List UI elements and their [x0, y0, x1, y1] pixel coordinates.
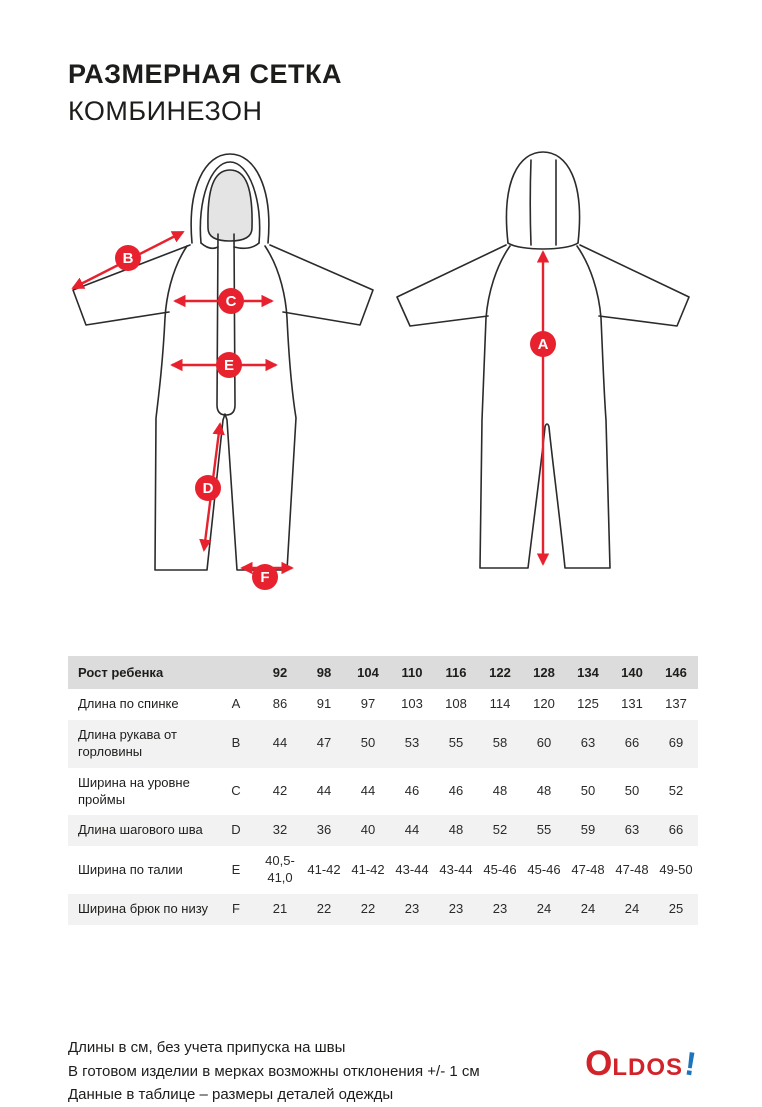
row-value: 125 — [577, 696, 599, 711]
row-value: 41-42 — [307, 861, 341, 877]
footnotes — [68, 1036, 480, 1107]
logo-letters-ldos: LDOS — [612, 1054, 683, 1081]
marker-a — [530, 331, 556, 357]
size-column-header: 134 — [566, 656, 610, 689]
row-value: 23 — [404, 901, 420, 917]
footnote-line: Длины в см, без учета припуска на швы — [68, 1039, 346, 1056]
back-body — [480, 246, 610, 568]
row-label: Длина шагового шва — [78, 822, 203, 838]
row-value: 47-48 — [615, 861, 649, 877]
row-label: Длина рукава от горловины — [78, 726, 177, 759]
table-row — [68, 689, 698, 720]
row-value: 40,5-41,0 — [265, 853, 295, 886]
size-column-header: 104 — [346, 656, 390, 689]
row-value: 24 — [624, 901, 640, 917]
row-value: 22 — [316, 901, 332, 917]
row-value: 43-44 — [395, 861, 429, 877]
page-title-line2: КОМБИНЕЗОН — [68, 96, 263, 126]
marker-d — [195, 475, 221, 501]
table-row — [68, 894, 698, 925]
row-value: 42 — [272, 783, 288, 799]
row-value: 114 — [489, 696, 511, 711]
row-value: 50 — [360, 735, 376, 751]
row-value: 40 — [360, 822, 376, 838]
size-table-wrap — [68, 656, 698, 925]
row-letter: B — [231, 735, 241, 751]
size-table — [68, 656, 698, 925]
table-row — [68, 815, 698, 846]
row-value: 91 — [316, 696, 332, 711]
table-row — [68, 720, 698, 768]
marker-c — [218, 288, 244, 314]
row-value: 47 — [316, 735, 332, 751]
marker-f — [252, 564, 278, 590]
row-label: Ширина на уровне проймы — [78, 774, 190, 807]
row-value: 58 — [492, 735, 508, 751]
row-value: 46 — [404, 783, 420, 799]
row-value: 50 — [580, 783, 596, 799]
row-letter: D — [231, 822, 241, 838]
row-value: 66 — [668, 822, 684, 838]
row-value: 32 — [272, 822, 288, 838]
size-column-header: 140 — [610, 656, 654, 689]
size-table-header-row — [68, 656, 698, 689]
row-value: 44 — [316, 783, 332, 799]
row-value: 59 — [580, 822, 596, 838]
row-value: 86 — [272, 696, 288, 711]
row-value: 103 — [401, 696, 423, 711]
row-value: 23 — [492, 901, 508, 917]
footnote-line: В готовом изделии в мерках возможны отклонения +/- 1 см — [68, 1062, 480, 1080]
front-right-sleeve — [270, 245, 373, 325]
size-column-header: 92 — [258, 656, 302, 689]
size-column-header: 116 — [434, 656, 478, 689]
row-value: 69 — [668, 735, 684, 751]
row-value: 137 — [665, 696, 687, 711]
row-value: 108 — [445, 696, 467, 711]
page-title — [68, 56, 342, 130]
row-value: 52 — [492, 822, 508, 838]
row-value: 55 — [536, 822, 552, 838]
overall-diagram-svg — [60, 148, 710, 593]
size-column-header: 128 — [522, 656, 566, 689]
row-value: 43-44 — [439, 861, 473, 877]
front-hood-opening — [208, 170, 252, 241]
size-column-header: 122 — [478, 656, 522, 689]
row-value: 131 — [621, 696, 643, 711]
row-value: 66 — [624, 735, 640, 751]
back-hood-seam-left — [530, 160, 531, 245]
measurement-arrows — [73, 232, 543, 568]
back-hood-neckline — [508, 243, 578, 249]
row-value: 49-50 — [659, 861, 693, 877]
row-value: 24 — [536, 901, 552, 917]
row-value: 44 — [404, 822, 420, 838]
page-title-line1: РАЗМЕРНАЯ СЕТКА — [68, 59, 342, 89]
row-value: 53 — [404, 735, 420, 751]
front-zipper-placket — [217, 234, 235, 415]
row-value: 50 — [624, 783, 640, 799]
row-value: 48 — [448, 822, 464, 838]
back-left-sleeve — [397, 245, 506, 326]
marker-b — [115, 245, 141, 271]
marker-e — [216, 352, 242, 378]
logo-letter-o: O — [585, 1044, 613, 1083]
size-table-body — [68, 689, 698, 925]
row-letter: C — [231, 783, 241, 799]
row-value: 45-46 — [483, 861, 517, 877]
row-letter: A — [231, 696, 241, 711]
svg-text:A: A — [537, 336, 549, 353]
size-column-header: 110 — [390, 656, 434, 689]
row-value: 36 — [316, 822, 332, 838]
row-value: 44 — [272, 735, 288, 751]
row-label: Длина по спинке — [78, 696, 179, 711]
row-value: 23 — [448, 901, 464, 917]
row-value: 41-42 — [351, 861, 385, 877]
row-value: 48 — [536, 783, 552, 799]
svg-text:F: F — [260, 569, 270, 586]
row-value: 120 — [533, 696, 555, 711]
row-value: 44 — [360, 783, 376, 799]
front-collar-left — [201, 243, 218, 248]
row-value: 63 — [624, 822, 640, 838]
back-hood-outline — [506, 152, 579, 243]
row-value: 24 — [580, 901, 596, 917]
row-value: 46 — [448, 783, 464, 799]
size-column-header: 98 — [302, 656, 346, 689]
svg-text:E: E — [223, 357, 235, 374]
svg-text:C: C — [225, 293, 237, 310]
row-label: Ширина по талии — [78, 861, 183, 877]
table-row — [68, 768, 698, 816]
row-value: 45-46 — [527, 861, 561, 877]
logo-exclamation: ! — [682, 1044, 699, 1083]
measurement-diagram — [60, 148, 710, 593]
size-table-header-label: Рост ребенка — [68, 656, 258, 689]
row-letter: F — [232, 901, 240, 917]
row-value: 22 — [360, 901, 376, 917]
row-value: 25 — [668, 901, 684, 917]
row-value: 97 — [360, 696, 376, 711]
size-column-header: 146 — [654, 656, 698, 689]
table-row — [68, 846, 698, 894]
svg-text:D: D — [202, 480, 214, 497]
row-value: 55 — [448, 735, 464, 751]
row-value: 48 — [492, 783, 508, 799]
oldos-logo — [585, 1044, 699, 1083]
footnote-line: Данные в таблице – размеры деталей одежды — [68, 1086, 394, 1103]
row-value: 52 — [668, 783, 684, 799]
row-label: Ширина брюк по низу — [78, 901, 209, 917]
svg-text:B: B — [122, 250, 134, 267]
row-value: 47-48 — [571, 861, 605, 877]
row-value: 60 — [536, 735, 552, 751]
row-letter: E — [231, 861, 241, 877]
row-value: 21 — [272, 901, 288, 917]
front-collar-right — [234, 243, 259, 248]
back-right-sleeve — [580, 245, 689, 326]
row-value: 63 — [580, 735, 596, 751]
